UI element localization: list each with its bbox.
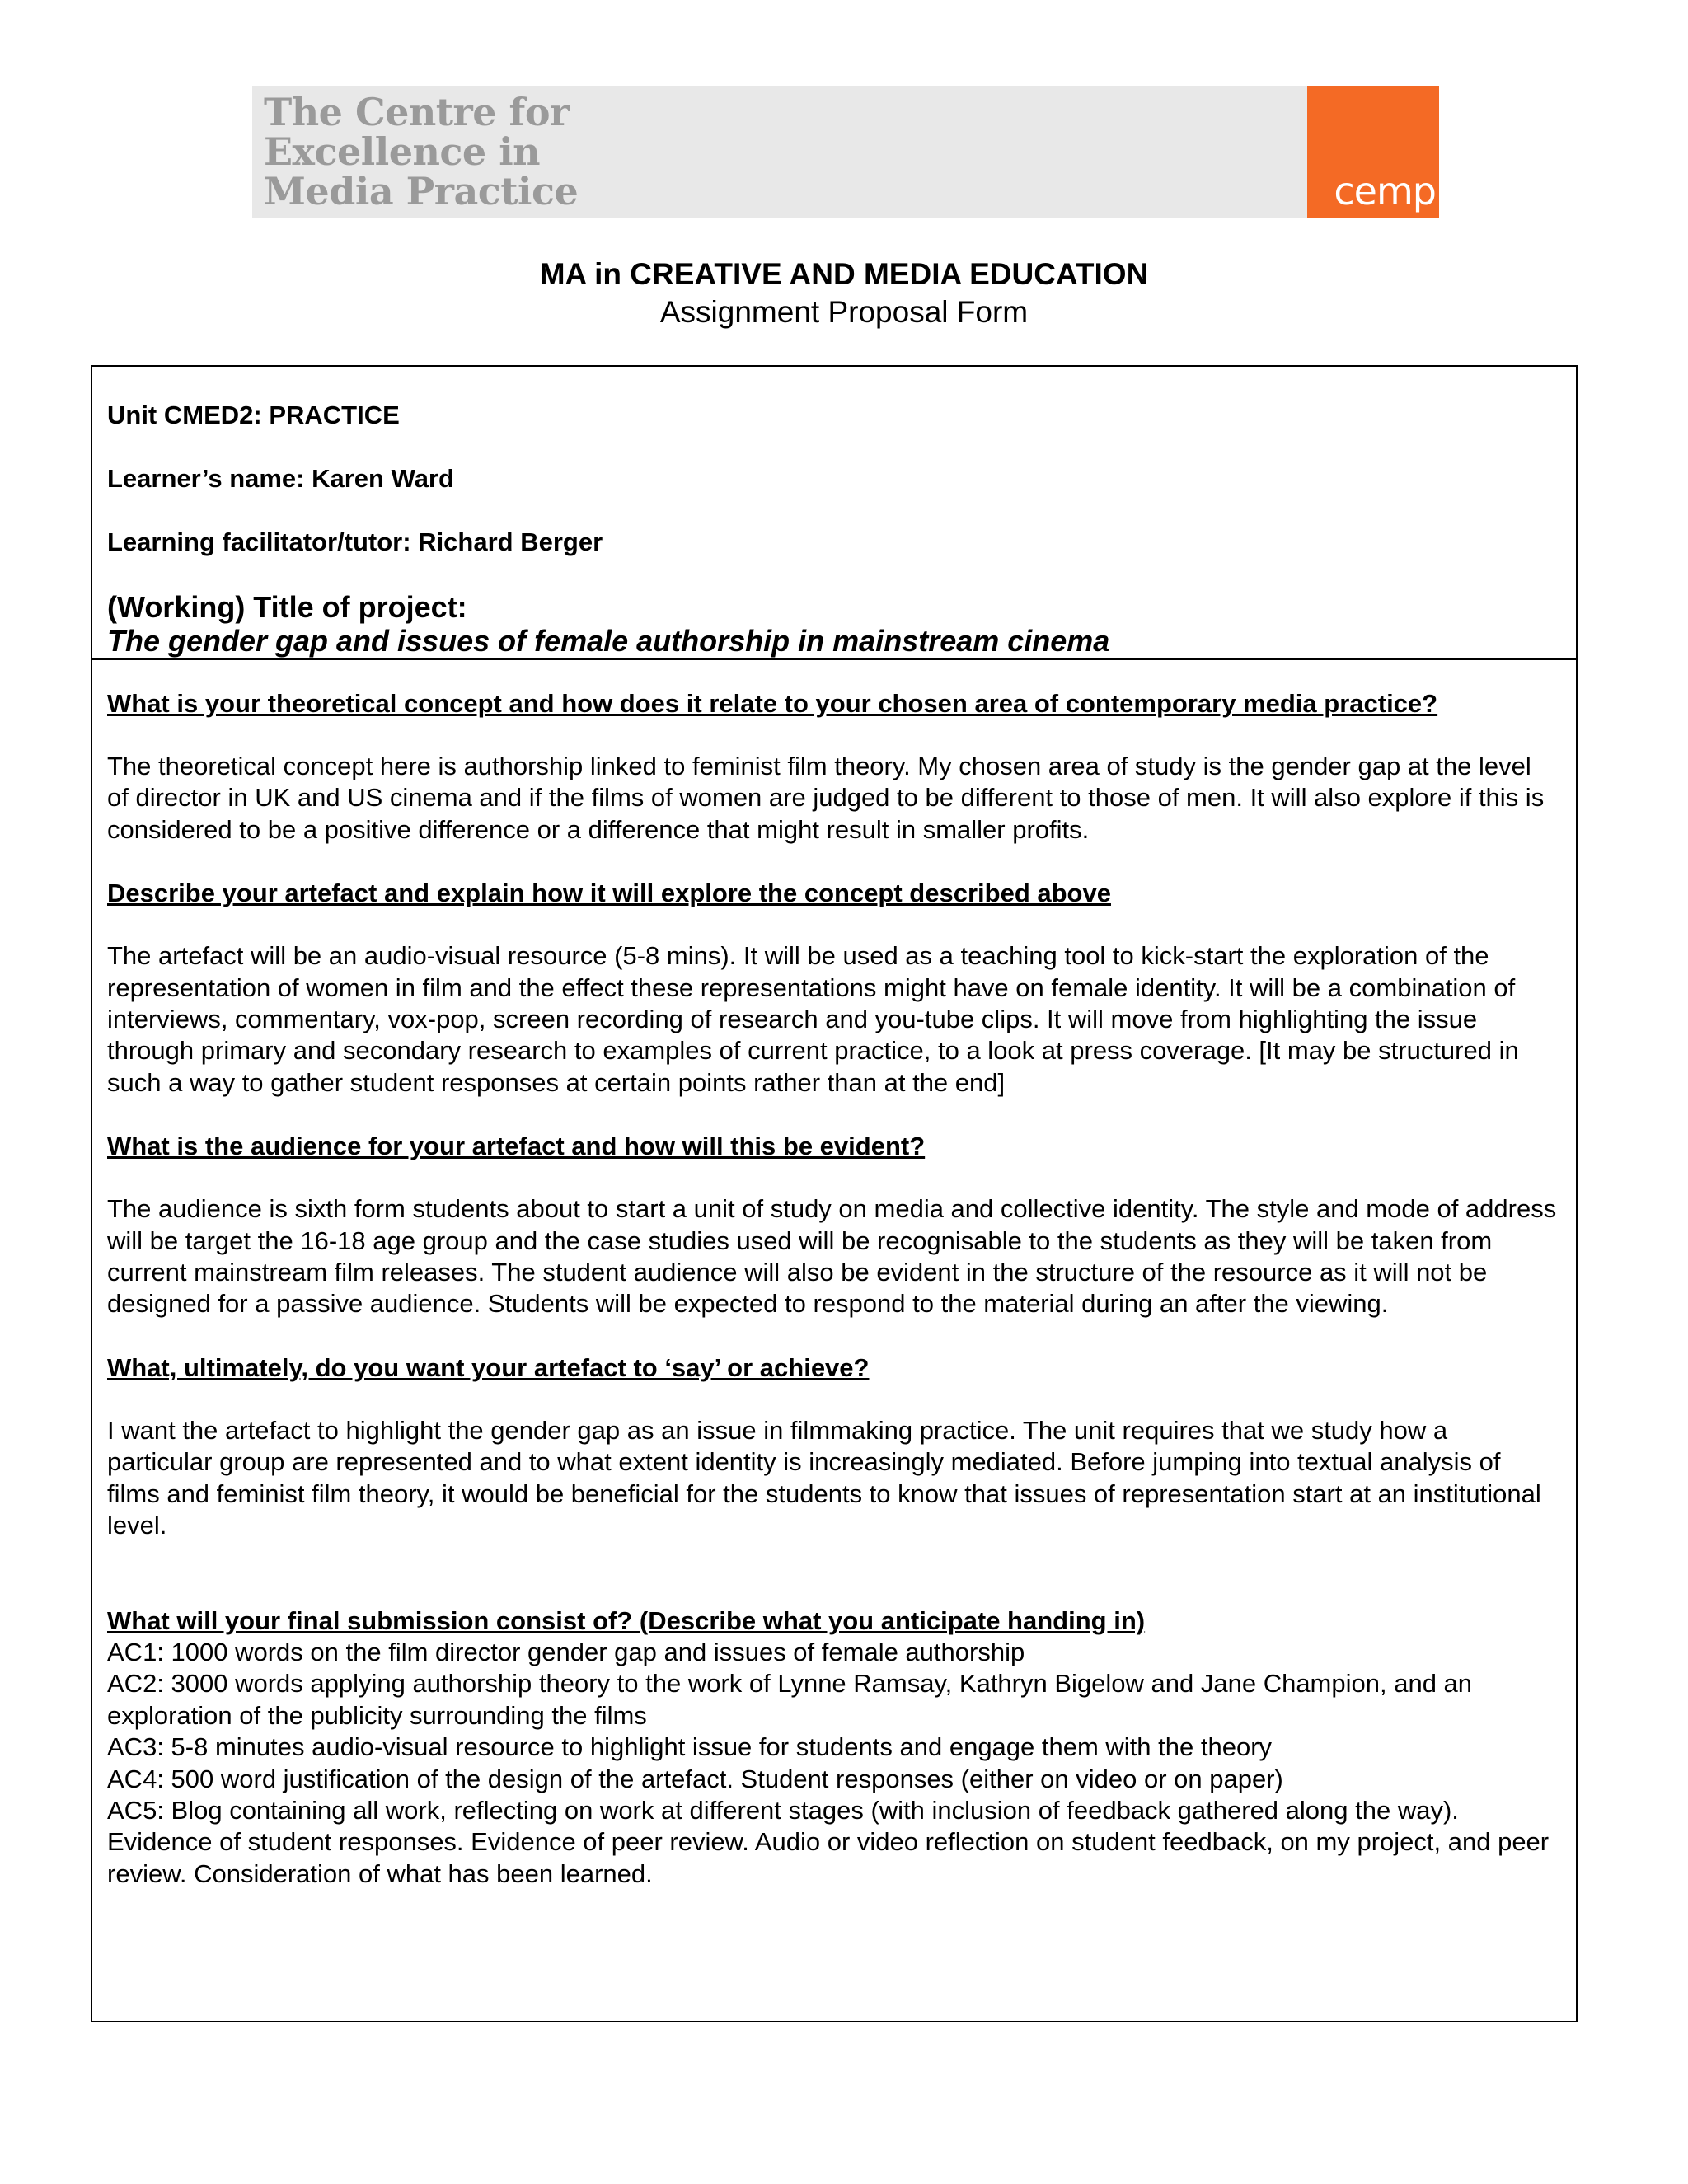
logo-wordmark — [264, 92, 578, 211]
form-header — [107, 400, 1558, 658]
logo-banner — [252, 86, 1439, 218]
submission-item-ac2: AC2: 3000 words applying authorship theory to the work of Lynne Ramsay, Kathryn Bigelow and Jane Champion, and an exploration of the publicity surrounding the films — [107, 1669, 1473, 1730]
submission-item-ac4: AC4: 500 word justification of the design of the artefact. Student responses (either on video or on paper) — [107, 1764, 1283, 1793]
document-heading — [0, 255, 1688, 331]
answer-artefact: The artefact will be an audio-visual resource (5-8 mins). It will be used as a teaching tool to kick-start the exploration of the representation of women in film and the effect these representations might have on female identity. It will be a combination of interviews, commentary, vox-pop, screen recording of research and you-tube clips. It will move from highlighting the issue through primary and secondary research to examples of current practice, to a look at press coverage. [It may be structured in such a way to gather student responses at certain points rather than at the end] — [107, 941, 1519, 1097]
answer-theory: The theoretical concept here is authorship linked to feminist film theory. My chosen area of study is the gender gap at the level of director in UK and US cinema and if the films of women are judged to be different to those of men. It will also explore if this is considered to be a positive difference or a difference that might result in smaller profits. — [107, 752, 1545, 844]
project-title-label: (Working) Title of project: — [107, 590, 467, 624]
logo-line: Media Practice — [264, 169, 579, 213]
question-theory: What is your theoretical concept and how does it relate to your chosen area of contemporary media practice? — [107, 689, 1438, 718]
project-title-value: The gender gap and issues of female authorship in mainstream cinema — [107, 624, 1110, 658]
logo-line: Excellence in — [264, 129, 541, 174]
learner-name-field: Learner’s name: Karen Ward — [107, 464, 454, 493]
answer-audience: The audience is sixth form students about to start a unit of study on media and collective identity. The style and mode of address will be target the 16-18 age group and the case studies used will be recognisable to the students as they will be taken from current mainstream film releases. The student audience will also be evident in the structure of the resource as it will not be designed for a passive audience. Students will be expected to respond to the material during an after the viewing. — [107, 1194, 1557, 1319]
form-divider — [92, 658, 1576, 660]
question-artefact: Describe your artefact and explain how it will explore the concept described above — [107, 879, 1111, 908]
page-title: MA in CREATIVE AND MEDIA EDUCATION — [539, 257, 1149, 291]
page-subtitle: Assignment Proposal Form — [659, 295, 1029, 329]
cemp-logo-text: cemp — [1334, 169, 1436, 213]
submission-item-ac1: AC1: 1000 words on the film director gender gap and issues of female authorship — [107, 1637, 1025, 1666]
tutor-field: Learning facilitator/tutor: Richard Berger — [107, 527, 603, 556]
submission-item-ac5: AC5: Blog containing all work, reflecting on work at different stages (with inclusion of feedback gathered along the way). Evidence of student responses. Evidence of peer review. Audio or video reflection on student feedback, on my project, and peer review. Consideration of what has been learned. — [107, 1795, 1550, 1888]
question-audience: What is the audience for your artefact and how will this be evident? — [107, 1132, 926, 1161]
submission-item-ac3: AC3: 5-8 minutes audio-visual resource to highlight issue for students and engage them with the theory — [107, 1732, 1273, 1762]
cemp-logo-mark — [1307, 86, 1439, 218]
proposal-form — [91, 365, 1578, 2022]
unit-field: Unit CMED2: PRACTICE — [107, 401, 400, 429]
question-submission: What will your final submission consist of? (Describe what you anticipate handing in) — [107, 1605, 1146, 1635]
question-goal: What, ultimately, do you want your artefact to ‘say’ or achieve? — [107, 1352, 870, 1382]
logo-line: The Centre for — [264, 90, 570, 134]
answer-goal: I want the artefact to highlight the gender gap as an issue in filmmaking practice. The unit requires that we study how a particular group are represented and to what extent identity is increasingly mediated. Before jumping into textual analysis of films and feminist film theory, it would be beneficial for the students to know that issues of representation start at an institutional level. — [107, 1415, 1541, 1540]
form-content — [107, 688, 1558, 1890]
